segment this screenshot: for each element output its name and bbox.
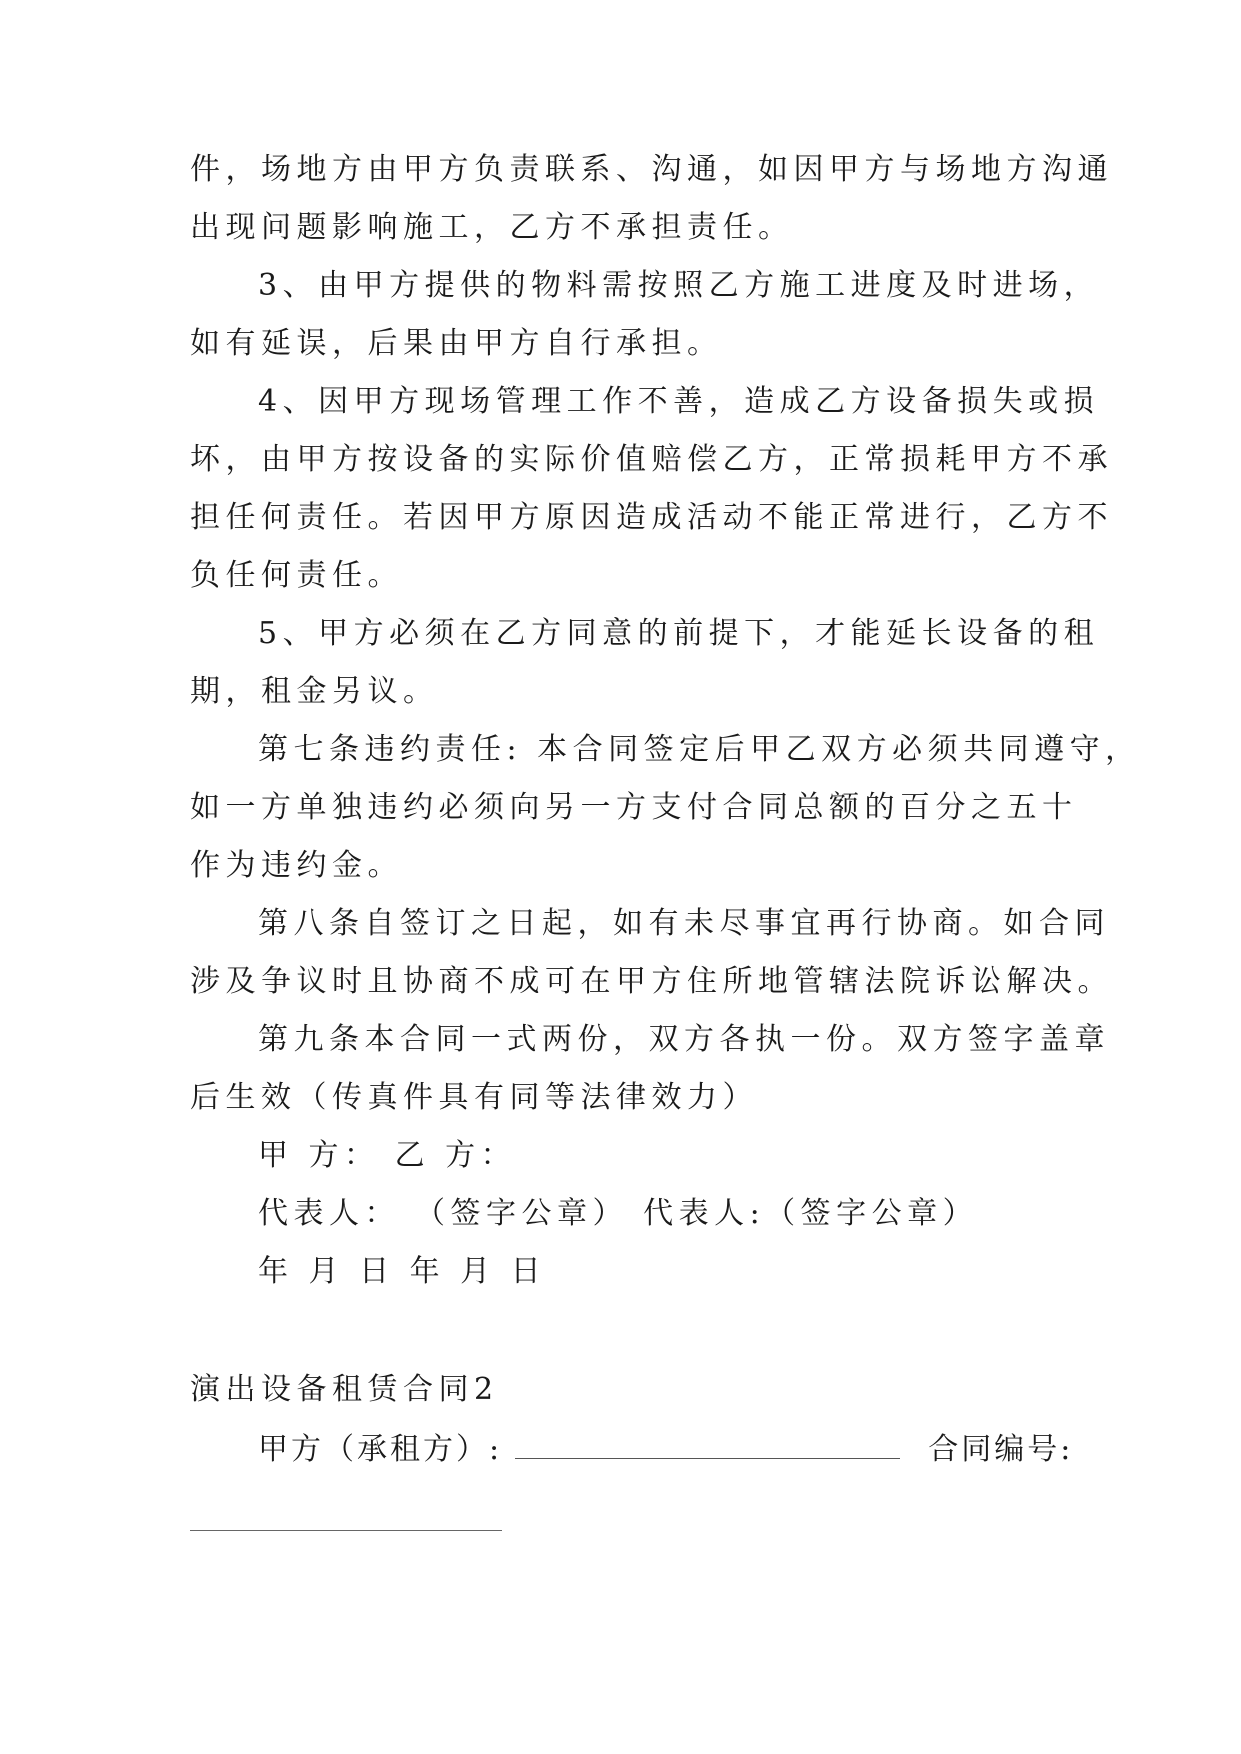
lessee-blank — [515, 1430, 900, 1459]
clause-5-line: 5、甲方必须在乙方同意的前提下，才能延长设备的租 — [258, 616, 1100, 651]
article-7-line: 第七条违约责任: 本合同签定后甲乙双方必须共同遵守， — [258, 732, 1141, 767]
party-signature-line: 甲 方： 乙 方： — [258, 1138, 517, 1173]
body-line: 担任何责任。若因甲方原因造成活动不能正常进行，乙方不 — [190, 500, 1113, 535]
clause-4-line: 4、因甲方现场管理工作不善，造成乙方设备损失或损 — [258, 384, 1100, 419]
date-line: 年 月 日 年 月 日 — [258, 1254, 547, 1289]
body-line: 件，场地方由甲方负责联系、沟通，如因甲方与场地方沟通 — [190, 152, 1113, 187]
body-line: 后生效（传真件具有同等法律效力） — [190, 1080, 758, 1115]
clause-3-line: 3、由甲方提供的物料需按照乙方施工进度及时进场， — [258, 268, 1100, 303]
article-8-line: 第八条自签订之日起，如有未尽事宜再行协商。如合同 — [258, 906, 1110, 941]
section-title: 演出设备租赁合同2 — [190, 1372, 499, 1407]
body-line: 涉及争议时且协商不成可在甲方住所地管辖法院诉讼解决。 — [190, 964, 1113, 999]
lessee-label: 甲方（承租方）: — [258, 1432, 503, 1467]
body-line: 出现问题影响施工，乙方不承担责任。 — [190, 210, 794, 245]
body-line: 坏，由甲方按设备的实际价值赔偿乙方，正常损耗甲方不承 — [190, 442, 1113, 477]
body-line: 期，租金另议。 — [190, 674, 439, 709]
representative-line: 代表人： （签字公章） 代表人:（签字公章） — [258, 1196, 979, 1231]
body-line: 如有延误，后果由甲方自行承担。 — [190, 326, 723, 361]
lessee-line — [258, 1430, 1073, 1470]
body-line: 负任何责任。 — [190, 558, 403, 593]
contract-number-blank — [190, 1530, 502, 1531]
body-line: 作为违约金。 — [190, 848, 403, 883]
body-line: 如一方单独违约必须向另一方支付合同总额的百分之五十 — [190, 790, 1078, 825]
article-9-line: 第九条本合同一式两份，双方各执一份。双方签字盖章 — [258, 1022, 1110, 1057]
contract-number-label: 合同编号: — [928, 1432, 1074, 1467]
